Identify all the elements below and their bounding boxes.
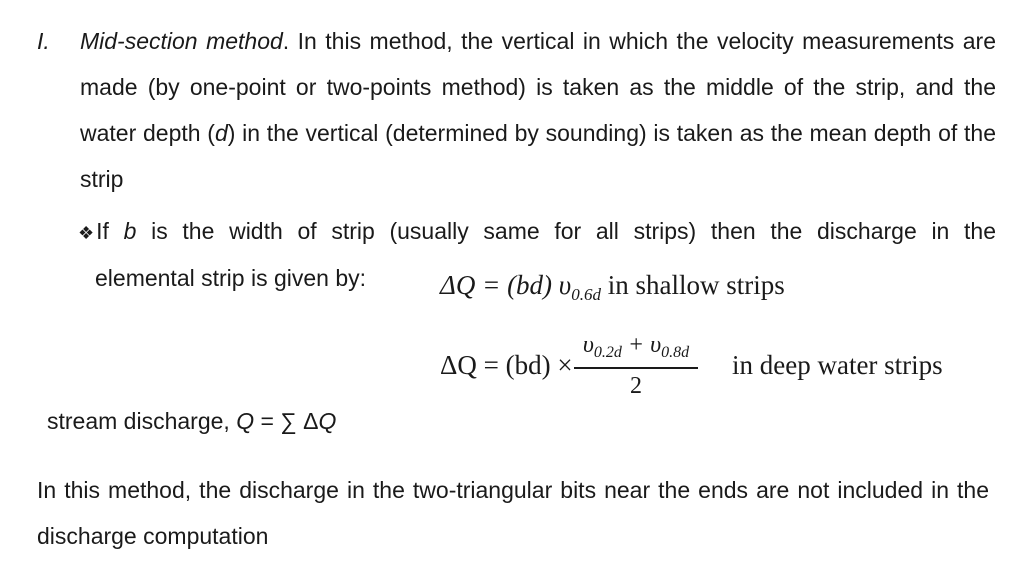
fraction-numerator — [574, 332, 698, 364]
fraction-bar — [574, 367, 698, 369]
paragraph-text: In this method, the vertical in which the velocity measurements are made (by one-point or two-points method) is taken as the middle of the strip, and the water depth ( — [80, 28, 996, 146]
q-symbol: Q — [236, 408, 255, 434]
list-numeral: I. — [37, 28, 50, 54]
bullet-paragraph — [78, 208, 996, 256]
stream-discharge-line — [47, 398, 336, 444]
sum-symbol: = ∑ Δ — [254, 408, 319, 434]
heading-period: . — [282, 28, 290, 54]
width-symbol: b — [123, 218, 137, 244]
equation-deep-lhs: ΔQ = (bd) × — [440, 350, 573, 380]
num-plus-velocity-b: + υ — [621, 332, 662, 358]
bullet-text: is the width of strip (usually same for all strips) then the discharge in the — [136, 218, 997, 244]
mid-section-paragraph — [80, 18, 996, 202]
eq1-label: in shallow strips — [600, 270, 785, 300]
fraction-denominator: 2 — [630, 372, 642, 399]
num-velocity-a: υ — [582, 332, 594, 358]
depth-symbol: d — [214, 120, 228, 146]
closing-paragraph: In this method, the discharge in the two-triangular bits near the ends are not included in the discharge computation — [37, 477, 989, 549]
equation-shallow — [440, 270, 785, 305]
num-sub-b: 0.8d — [661, 344, 690, 361]
method-heading: Mid-section method — [80, 28, 283, 54]
bullet-continuation: elemental strip is given by: — [95, 265, 367, 291]
eq1-expression: ΔQ = (bd) υ — [440, 270, 572, 300]
eq1-subscript: 0.6d — [571, 285, 601, 304]
stream-label: stream discharge, — [47, 408, 237, 434]
equation-deep-fraction — [574, 332, 698, 400]
num-sub-a: 0.2d — [593, 344, 622, 361]
paragraph-text-end: ) in the vertical (determined by sounding) is taken as the mean depth of the strip — [80, 120, 996, 192]
bullet-prefix: If — [96, 218, 124, 244]
equation-deep-label: in deep water strips — [732, 350, 943, 380]
q-symbol-2: Q — [318, 408, 337, 434]
diamond-bullet-icon: ❖ — [78, 223, 95, 243]
